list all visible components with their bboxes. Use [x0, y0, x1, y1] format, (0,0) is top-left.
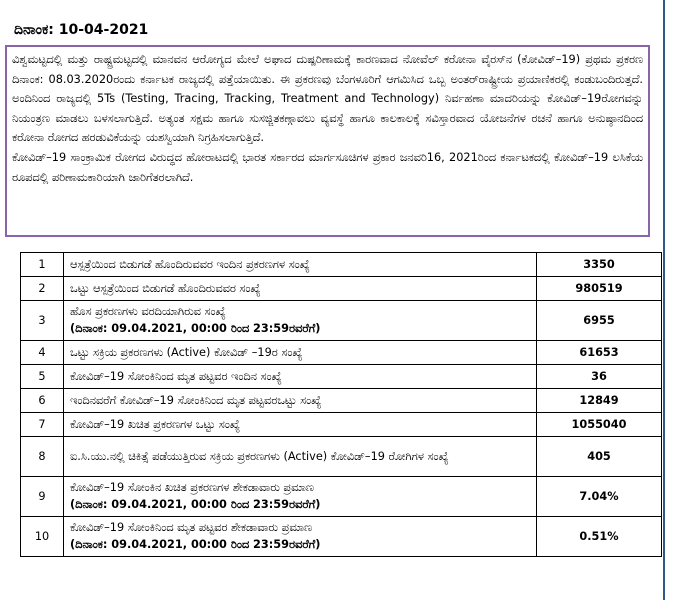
row-number: 7 [21, 413, 64, 437]
row-number: 1 [21, 253, 64, 277]
row-description-cell [64, 301, 537, 341]
row-value: 6955 [537, 301, 662, 341]
stats-table [20, 252, 662, 557]
row-value: 7.04% [537, 477, 662, 517]
row-description-cell [64, 413, 537, 437]
row-description: ಕೋವಿಡ್–19 ಖಚಿತ ಪ್ರಕರಣಗಳ ಒಟ್ಟು ಸಂಖ್ಯೆ [70, 417, 240, 431]
row-description-cell [64, 253, 537, 277]
row-date-range: (ದಿನಾಂಕ: 09.04.2021, 00:00 ರಿಂದ 23:59ರವರೆಗೆ) [70, 498, 321, 511]
row-number: 6 [21, 389, 64, 413]
row-value: 61653 [537, 341, 662, 365]
row-description-cell [64, 277, 537, 301]
row-description-cell [64, 437, 537, 477]
table-row [21, 341, 662, 365]
row-value: 3350 [537, 253, 662, 277]
row-value: 405 [537, 437, 662, 477]
table-row [21, 277, 662, 301]
row-description-cell [64, 389, 537, 413]
row-description: ಕೋವಿಡ್–19 ಸೋಂಕಿನ ಖಚಿತ ಪ್ರಕರಣಗಳ ಶೇಕಡಾವಾರು ಪ್ರಮಾಣ [70, 481, 314, 494]
row-description: ಹೊಸ ಪ್ರಕರಣಗಳು ವರದಿಯಾಗಿರುವ ಸಂಖ್ಯೆ [70, 305, 226, 318]
row-description: ಕೋವಿಡ್–19 ಸೋಂಕಿನಿಂದ ಮೃತ ಪಟ್ಟವರ ಶೇಕಡಾವಾರು ಪ್ರಮಾಣ [70, 521, 313, 534]
row-number: 9 [21, 477, 64, 517]
intro-paragraph: ವಿಶ್ವಮಟ್ಟದಲ್ಲಿ ಮತ್ತು ರಾಷ್ಟ್ರಮಟ್ಟದಲ್ಲಿ ಮಾನವನ ಆರೋಗ್ಯದ ಮೇಲೆ ಅಘಾದ ದುಷ್ಪರಿಣಾಮಕ್ಕೆ ಕಾರಣವಾದ ನೋವೆಲ್ ಕರೋನಾ ವೈರಸ್‌ನ (ಕೋವಿಡ್–19) ಪ್ರಥಮ ಪ್ರಕರಣ ದಿನಾಂಕ: 08.03.2020ರಂದು ಕರ್ನಾಟಕ ರಾಜ್ಯದಲ್ಲಿ ಪತ್ತೆಯಾಯಿತು. ಈ ಪ್ರಕರಣವು ಬೆಂಗಳೂರಿಗೆ ಆಗಮಿಸಿದ ಒಬ್ಬ ಅಂತರ್‌ರಾಷ್ಟ್ರೀಯ ಪ್ರಯಾಣಿಕರಲ್ಲಿ ಕಂಡುಬಂದಿರುತ್ತದೆ. ಅಂದಿನಿಂದ ರಾಜ್ಯದಲ್ಲಿ 5Ts (Testing, Tracing, Tracking, Treatment and Technology) ನಿರ್ವಹಣಾ ಮಾದರಿಯನ್ನು ಕೋವಿಡ್–19ರೋಗವನ್ನು ನಿಯಂತ್ರಣ ಮಾಡಲು ಬಳಸಲಾಗುತ್ತಿದೆ. ಅತ್ಯಂತ ಸಕ್ಷಮ ಹಾಗೂ ಸುಸಜ್ಜಿತಕಣ್ಗಾವಲು ವ್ಯವಸ್ಥೆ ಹಾಗೂ ಕಾಲಕಾಲಕ್ಕೆ ಸವಿಸ್ತಾರವಾದ ಯೋಜನೆಗಳ ರಚನೆ ಹಾಗೂ ಅನುಷ್ಠಾನದಿಂದ ಕರೋನಾ ರೋಗದ ಹರಡುವಿಕೆಯನ್ನು ಯಶಸ್ವಿಯಾಗಿ ನಿಗ್ರಹಿಸಲಾಗುತ್ತಿದೆ. [12, 53, 643, 145]
row-value: 36 [537, 365, 662, 389]
row-value: 12849 [537, 389, 662, 413]
table-row [21, 477, 662, 517]
row-number: 5 [21, 365, 64, 389]
row-number: 8 [21, 437, 64, 477]
row-value: 0.51% [537, 517, 662, 557]
intro-paragraph: ಕೋವಿಡ್–19 ಸಾಂಕ್ರಾಮಿಕ ರೋಗದ ವಿರುದ್ಧದ ಹೋರಾಟದಲ್ಲಿ ಭಾರತ ಸರ್ಕಾರದ ಮಾರ್ಗಸೂಚಿಗಳ ಪ್ರಕಾರ ಜನವರಿ16, 2021ರಿಂದ ಕರ್ನಾಟಕದಲ್ಲಿ ಕೋವಿಡ್–19 ಲಸಿಕೆಯ ರೂಪದಲ್ಲಿ ಪರಿಣಾಮಕಾರಿಯಾಗಿ ಜಾರಿಗೆತರಲಾಗಿದೆ. [12, 150, 643, 184]
row-description: ಒಟ್ಟು ಆಸ್ಪತ್ರೆಯಿಂದ ಬಿಡುಗಡೆ ಹೊಂದಿರುವವರ ಸಂಖ್ಯೆ [70, 281, 261, 295]
table-row [21, 253, 662, 277]
row-description: ಇಂದಿನವರೆಗೆ ಕೋವಿಡ್–19 ಸೋಂಕಿನಿಂದ ಮೃತ ಪಟ್ಟವರಒಟ್ಟು ಸಂಖ್ಯೆ [70, 393, 322, 407]
report-date: ದಿನಾಂಕ: 10-04-2021 [14, 22, 149, 38]
row-description: ಐ.ಸಿ.ಯು.ನಲ್ಲಿ ಚಿಕಿತ್ಸೆ ಪಡೆಯುತ್ತಿರುವ ಸಕ್ರಿಯ ಪ್ರಕರಣಗಳು (Active) ಕೋವಿಡ್–19 ರೋಗಿಗಳ ಸಂಖ್ಯೆ [70, 449, 449, 463]
row-description: ಒಟ್ಟು ಸಕ್ರಿಯ ಪ್ರಕರಣಗಳು (Active) ಕೋವಿಡ್ –19ರ ಸಂಖ್ಯೆ [70, 345, 303, 359]
row-description: ಆಸ್ಪತ್ರೆಯಿಂದ ಬಿಡುಗಡೆ ಹೊಂದಿರುವವರ ಇಂದಿನ ಪ್ರಕರಣಗಳ ಸಂಖ್ಯೆ [70, 257, 310, 271]
table-row [21, 301, 662, 341]
row-description: ಕೋವಿಡ್–19 ಸೋಂಕಿನಿಂದ ಮೃತ ಪಟ್ಟವರ ಇಂದಿನ ಸಂಖ್ಯೆ [70, 369, 282, 383]
row-number: 4 [21, 341, 64, 365]
row-value: 980519 [537, 277, 662, 301]
row-number: 10 [21, 517, 64, 557]
row-description-cell [64, 341, 537, 365]
table-row [21, 413, 662, 437]
row-value: 1055040 [537, 413, 662, 437]
row-number: 3 [21, 301, 64, 341]
row-number: 2 [21, 277, 64, 301]
row-date-range: (ದಿನಾಂಕ: 09.04.2021, 00:00 ರಿಂದ 23:59ರವರೆಗೆ) [70, 322, 321, 335]
row-date-range: (ದಿನಾಂಕ: 09.04.2021, 00:00 ರಿಂದ 23:59ರವರೆಗೆ) [70, 538, 321, 551]
table-row [21, 517, 662, 557]
row-description-cell [64, 517, 537, 557]
row-description-cell [64, 365, 537, 389]
table-row [21, 437, 662, 477]
row-description-cell [64, 477, 537, 517]
page-right-rule [663, 0, 665, 600]
table-row [21, 389, 662, 413]
table-row [21, 365, 662, 389]
intro-box [5, 45, 650, 237]
